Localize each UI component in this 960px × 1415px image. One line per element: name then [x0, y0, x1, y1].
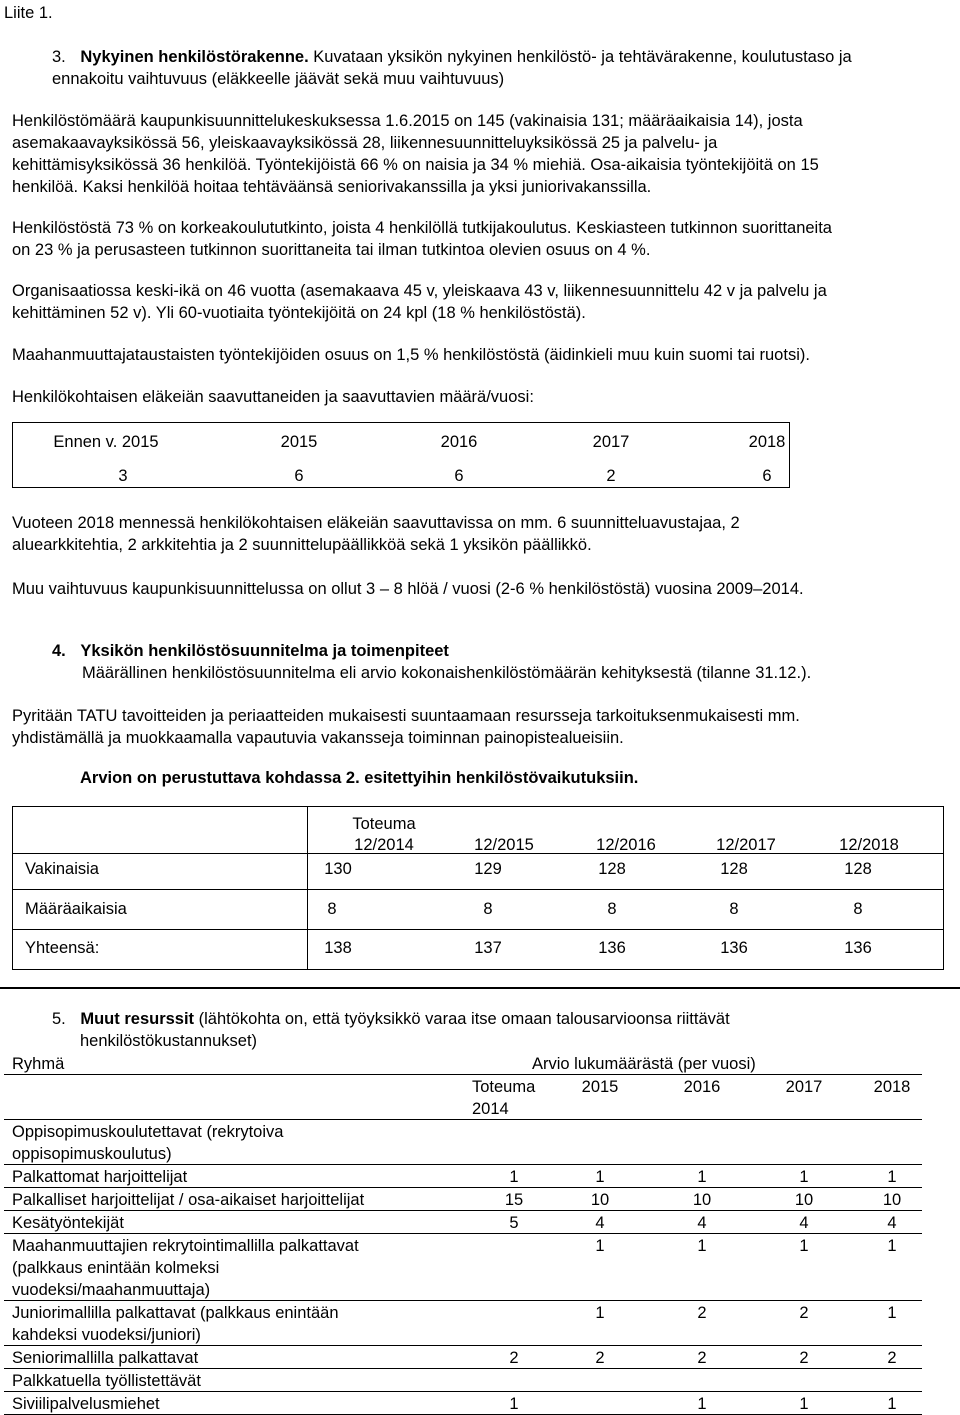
resources-label-line: Seniorimallilla palkattavat	[12, 1349, 199, 1367]
section5-title-rest: (lähtökohta on, että työyksikkö varaa itse omaan talousarvioonsa riittävät	[194, 1010, 730, 1028]
retirement-header: 2015	[280, 433, 318, 451]
turnover-paragraph: Muu vaihtuvuus kaupunkisuunnittelussa on ollut 3 – 8 hlöä / vuosi (2-6 % henkilöstöstä) vuosina 2009–2014.	[12, 580, 804, 598]
retirement-detail-paragraph	[12, 512, 947, 556]
section3-intro-line2: ennakoitu vaihtuvuus (eläkkeelle jäävät sekä muu vaihtuvuus)	[52, 70, 505, 88]
text-line: Organisaatiossa keski-ikä on 46 vuotta (asemakaava 45 v, yleiskaava 43 v, liikennesuunnittelu 42 v ja palvelu ja	[12, 282, 827, 300]
staff-cell: 8	[607, 900, 617, 918]
staff-header-top: Toteuma	[352, 815, 416, 833]
staff-header: 12/2016	[596, 836, 656, 854]
staff-cell: 8	[483, 900, 493, 918]
year-header: 2017	[785, 1078, 823, 1096]
year-header: 2015	[581, 1078, 619, 1096]
resources-label-line: Palkattomat harjoittelijat	[12, 1168, 188, 1186]
text-line: aluearkkitehtia, 2 arkkitehtia ja 2 suunnittelupäällikköä sekä 1 yksikön päällikkö.	[12, 536, 592, 554]
staff-cell: 137	[474, 939, 502, 957]
text-line: kehittäminen 52 v). Yli 60-vuotiaita työntekijöitä on 24 kpl (18 % henkilöstöstä).	[12, 304, 586, 322]
appendix-label: Liite 1.	[4, 4, 53, 22]
immigrant-paragraph: Maahanmuuttajataustaisten työntekijöiden osuus on 1,5 % henkilöstöstä (äidinkieli muu kuin suomi tai ruotsi).	[12, 346, 810, 364]
text-line: Vuoteen 2018 mennessä henkilökohtaisen eläkeiän saavuttavissa on mm. 6 suunnitteluavustajaa, 2	[12, 514, 740, 532]
resources-cell: 1	[595, 1168, 605, 1186]
retirement-header: 2017	[592, 433, 630, 451]
section-divider	[0, 987, 960, 989]
resources-cell: 1	[887, 1304, 897, 1322]
year-actual-line: 2014	[472, 1100, 509, 1118]
resources-row	[4, 1165, 922, 1188]
resources-row-label	[12, 1121, 283, 1165]
resources-row-label	[12, 1347, 198, 1369]
tatu-paragraph	[12, 705, 947, 749]
staff-cell: 129	[474, 860, 502, 878]
age-paragraph	[12, 280, 947, 324]
resources-cell: 2	[799, 1349, 809, 1367]
staff-cell: 8	[729, 900, 739, 918]
resources-cell: 2	[887, 1349, 897, 1367]
section3-title: Nykyinen henkilöstörakenne.	[80, 48, 309, 66]
staff-cell: 128	[844, 860, 872, 878]
section4-heading	[52, 640, 449, 662]
resources-label-line: vuodeksi/maahanmuuttaja)	[12, 1281, 211, 1299]
resources-cell: 10	[882, 1191, 902, 1209]
resources-cell: 5	[509, 1214, 519, 1232]
staff-cell: 138	[324, 939, 352, 957]
resources-cell: 1	[887, 1168, 897, 1186]
year-header: 2018	[873, 1078, 911, 1096]
staff-header: 12/2017	[716, 836, 776, 854]
staff-header: 12/2015	[474, 836, 534, 854]
education-paragraph	[12, 217, 947, 261]
section4-title: Yksikön henkilöstösuunnitelma ja toimenpiteet	[80, 642, 449, 660]
section5-title-line2: henkilöstökustannukset)	[80, 1032, 258, 1050]
section3-number: 3.	[52, 48, 66, 66]
estimate-header: Arvio lukumäärästä (per vuosi)	[532, 1055, 756, 1073]
staff-row-label: Vakinaisia	[25, 860, 99, 878]
resources-row-label	[12, 1235, 359, 1301]
resources-cell: 4	[799, 1214, 809, 1232]
resources-cell: 1	[887, 1395, 897, 1413]
staff-cell: 8	[853, 900, 863, 918]
staff-cell: 130	[324, 860, 352, 878]
staff-cell: 8	[327, 900, 337, 918]
resources-cell: 10	[590, 1191, 610, 1209]
year-header: 2016	[683, 1078, 721, 1096]
resources-cell: 1	[799, 1395, 809, 1413]
text-line: Henkilöstöstä 73 % on korkeakoulututkinto, joista 4 henkilöllä tutkijakoulutus. Keskiasteen tutkinnon suorittaneita	[12, 219, 832, 237]
staff-cell: 136	[720, 939, 748, 957]
section4-subtitle: Määrällinen henkilöstösuunnitelma eli arvio kokonaishenkilöstömäärän kehityksestä (tilanne 31.12.).	[82, 664, 812, 682]
resources-row	[4, 1120, 922, 1165]
staff-header: 12/2018	[839, 836, 899, 854]
resources-cell: 2	[595, 1349, 605, 1367]
resources-cell: 1	[697, 1395, 707, 1413]
staff-cell: 128	[720, 860, 748, 878]
resources-years-row	[4, 1075, 922, 1120]
resources-cell: 10	[692, 1191, 712, 1209]
resources-cell: 2	[509, 1349, 519, 1367]
retirement-table	[12, 422, 790, 488]
retirement-header: 2016	[440, 433, 478, 451]
staff-cell: 136	[844, 939, 872, 957]
resources-cell: 4	[697, 1214, 707, 1232]
resources-cell: 4	[595, 1214, 605, 1232]
year-actual-line: Toteuma	[472, 1078, 536, 1096]
resources-row-label	[12, 1189, 364, 1211]
resources-cell: 1	[799, 1168, 809, 1186]
resources-label-line: kahdeksi vuodeksi/juniori)	[12, 1326, 201, 1344]
resources-row	[4, 1188, 922, 1211]
retirement-header: Ennen v. 2015	[53, 433, 159, 451]
resources-label-line: Maahanmuuttajien rekrytointimallilla palkattavat	[12, 1237, 359, 1255]
text-line: Henkilöstömäärä kaupunkisuunnittelukeskuksessa 1.6.2015 on 145 (vakinaisia 131; määräaikaisia 14), josta	[12, 112, 803, 130]
text-line: on 23 % ja perusasteen tutkinnon suorittaneita tai ilman tutkintoa olevien osuus on 4 %.	[12, 241, 651, 259]
year-actual-header	[472, 1076, 535, 1120]
staff-count-paragraph	[12, 110, 947, 198]
resources-row-label	[12, 1166, 187, 1188]
resources-row-label	[12, 1212, 124, 1234]
resources-label-line: (palkkaus enintään kolmeksi	[12, 1259, 220, 1277]
retirement-value: 6	[762, 467, 772, 485]
resources-label-line: Palkalliset harjoittelijat / osa-aikaiset harjoittelijat	[12, 1191, 365, 1209]
resources-cell: 2	[697, 1304, 707, 1322]
section5-title: Muut resurssit	[80, 1010, 195, 1028]
resources-cell: 1	[509, 1395, 519, 1413]
resources-cell: 10	[794, 1191, 814, 1209]
staff-row-label: Yhteensä:	[25, 939, 100, 957]
resources-cell: 1	[799, 1237, 809, 1255]
text-line: Pyritään TATU tavoitteiden ja periaatteiden mukaisesti suuntaamaan resursseja tarkoituksenmukaisesti mm.	[12, 707, 800, 725]
resources-cell: 1	[595, 1304, 605, 1322]
emphasis-note: Arvion on perustuttava kohdassa 2. esitettyihin henkilöstövaikutuksiin.	[80, 769, 639, 787]
retirement-header: 2018	[748, 433, 786, 451]
resources-row	[4, 1234, 922, 1301]
staff-header: 12/2014	[354, 836, 414, 854]
resources-cell: 1	[509, 1168, 519, 1186]
resources-cell: 2	[799, 1304, 809, 1322]
section3-heading	[52, 46, 852, 68]
text-line: kehittämisyksikössä 36 henkilöä. Työntekijöistä 66 % on naisia ja 34 % miehiä. Osa-aikaisia työntekijöitä on 15	[12, 156, 819, 174]
resources-cell: 1	[887, 1237, 897, 1255]
retirement-intro: Henkilökohtaisen eläkeiän saavuttaneiden ja saavuttavien määrä/vuosi:	[12, 388, 534, 406]
resources-label-line: oppisopimuskoulutus)	[12, 1145, 172, 1163]
resources-cell: 2	[697, 1349, 707, 1367]
resources-label-line: Siviilipalvelusmiehet	[12, 1395, 160, 1413]
text-line: asemakaavayksikössä 56, yleiskaavayksikössä 28, liikennesuunnitteluyksikössä 25 ja palvelu- ja	[12, 134, 718, 152]
resources-label-line: Palkkatuella työllistettävät	[12, 1372, 201, 1390]
resources-cell: 15	[504, 1191, 524, 1209]
resources-row	[4, 1369, 922, 1392]
resources-label-line: Oppisopimuskoulutettavat (rekrytoiva	[12, 1123, 284, 1141]
text-line: yhdistämällä ja muokkaamalla vapautuvia vakansseja toiminnan painopistealueisiin.	[12, 729, 624, 747]
section5-number: 5.	[52, 1010, 66, 1028]
resources-row	[4, 1346, 922, 1369]
resources-label-line: Juniorimallilla palkattavat (palkkaus enintään	[12, 1304, 339, 1322]
resources-cell: 4	[887, 1214, 897, 1232]
staff-row-label: Määräaikaisia	[25, 900, 127, 918]
col-group-header: Ryhmä	[12, 1055, 65, 1073]
resources-cell: 1	[697, 1168, 707, 1186]
resources-label-line: Kesätyöntekijät	[12, 1214, 124, 1232]
section5-heading	[52, 1008, 730, 1030]
resources-cell: 1	[697, 1237, 707, 1255]
resources-row-label	[12, 1370, 201, 1392]
resources-row	[4, 1211, 922, 1234]
section4-number: 4.	[52, 642, 66, 660]
retirement-value: 2	[606, 467, 616, 485]
resources-row	[4, 1301, 922, 1346]
section3-intro: Kuvataan yksikön nykyinen henkilöstö- ja tehtävärakenne, koulutustaso ja	[313, 48, 852, 66]
retirement-value: 6	[294, 467, 304, 485]
resources-cell: 1	[595, 1237, 605, 1255]
staff-cell: 136	[598, 939, 626, 957]
resources-header-row	[4, 1052, 922, 1075]
retirement-value: 6	[454, 467, 464, 485]
retirement-value: 3	[118, 467, 128, 485]
text-line: henkilöä. Kaksi henkilöä hoitaa tehtäväänsä seniorivakanssilla ja yksi juniorivakanssilla.	[12, 178, 652, 196]
resources-row-label	[12, 1302, 339, 1346]
staff-plan-table	[12, 806, 944, 970]
staff-cell: 128	[598, 860, 626, 878]
